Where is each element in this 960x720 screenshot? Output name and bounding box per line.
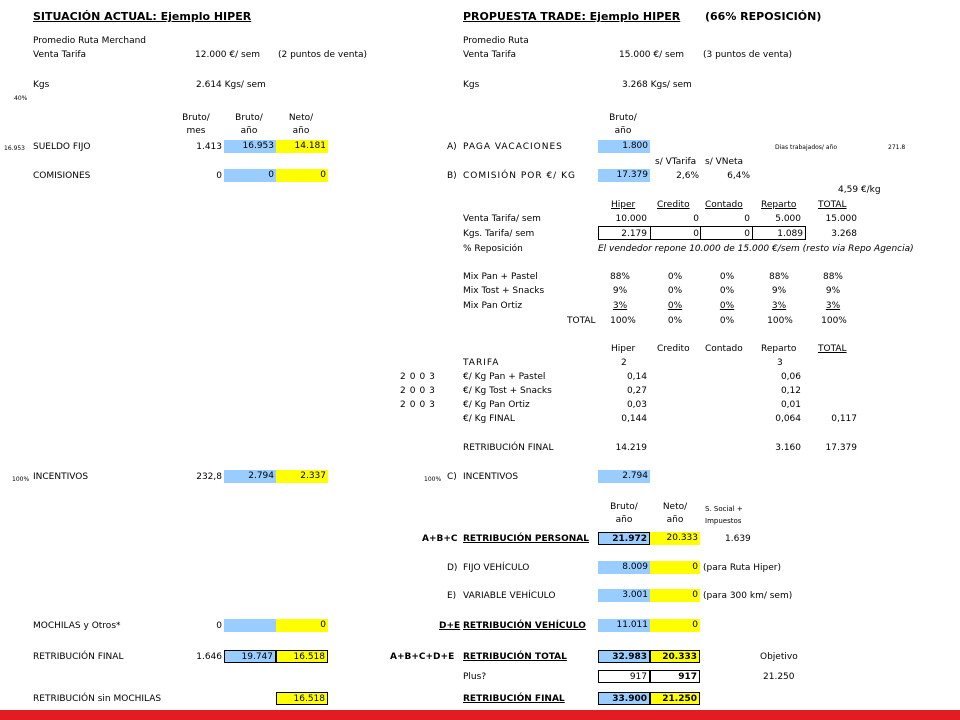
mix-val: 88% — [609, 272, 630, 282]
kgs-sem-credito: 0 — [693, 229, 699, 239]
sueldo-neto: 14.181 — [276, 140, 328, 153]
right-promedio: Promedio Ruta — [463, 36, 529, 46]
kg-row-reparto: 0,12 — [780, 386, 801, 396]
e-label: VARIABLE VEHÍCULO — [463, 591, 556, 601]
kg-row-label: €/ Kg Pan Ortiz — [463, 400, 530, 410]
total-val: 100% — [821, 316, 847, 326]
venta-sem-reparto: 5.000 — [775, 214, 801, 224]
mix-val: 88% — [768, 272, 789, 282]
dias-label: Dias trabajados/ año — [775, 144, 838, 151]
col2-ss-2: Impuestos — [705, 517, 742, 525]
col-bruto-mes-2: mes — [186, 126, 206, 136]
sueldo-mes: 1.413 — [196, 142, 222, 152]
sueldo-bruto: 16.953 — [224, 140, 276, 153]
venta-sem-hiper: 10.000 — [615, 214, 647, 224]
c-letter: C) — [447, 472, 457, 482]
b-letter: B) — [447, 171, 457, 181]
right-col-bruto: Bruto/ — [609, 113, 637, 123]
mix-label: Mix Tost + Snacks — [463, 286, 545, 296]
abc-ss: 1.639 — [725, 534, 751, 544]
final-label: RETRIBUCIÓN FINAL — [463, 694, 565, 704]
mochilas-neto: 0 — [276, 619, 328, 632]
e-letter: E) — [447, 591, 457, 601]
ekg: 4,59 €/kg — [838, 185, 881, 195]
abc-label: RETRIBUCIÓN PERSONAL — [463, 534, 589, 544]
kgs-sem-hiper: 2.179 — [621, 229, 647, 239]
plus-label: Plus? — [463, 672, 487, 682]
right-kgs-label: Kgs — [463, 80, 480, 90]
plus-neto: 917 — [650, 670, 700, 683]
vneta-label: s/ VNeta — [705, 157, 744, 167]
de-bruto: 11.011 — [598, 619, 650, 632]
hdr2-hiper: Hiper — [611, 344, 636, 354]
hdr1-total: TOTAL — [818, 200, 847, 210]
comisiones-mes: 0 — [216, 171, 222, 181]
col-bruto-ano: Bruto/ — [235, 113, 263, 123]
year-label: 2003 — [400, 386, 439, 396]
incentivos-label: INCENTIVOS — [33, 472, 89, 482]
left-venta-note: (2 puntos de venta) — [278, 50, 368, 60]
kgs-sem-total: 3.268 — [831, 229, 857, 239]
b-pct1: 2,6% — [676, 171, 699, 181]
kgfinal-total: 0,117 — [831, 414, 857, 424]
kgfinal-hiper: 0,144 — [621, 414, 647, 424]
total-val: 100% — [610, 316, 636, 326]
final-neto: 21.250 — [650, 692, 700, 705]
venta-sem-credito: 0 — [693, 214, 699, 224]
venta-sem-total: 15.000 — [825, 214, 857, 224]
retr-reparto: 3.160 — [775, 443, 801, 453]
col-neto-ano-2: año — [292, 126, 310, 136]
kgs-sem-reparto: 1.089 — [777, 229, 803, 239]
left-retfinal-bruto: 19.747 — [224, 650, 276, 663]
mix-val: 9% — [771, 286, 787, 296]
tot-prefix: A+B+C+D+E — [390, 652, 455, 662]
kg-row-hiper: 0,14 — [626, 372, 647, 382]
mix-val: 88% — [822, 272, 843, 282]
repos-text: El vendedor repone 10.000 de 15.000 €/sem (resto via Repo Agencia) — [598, 244, 914, 254]
kg-row-hiper: 0,03 — [626, 400, 647, 410]
left-retfinal-neto: 16.518 — [276, 650, 328, 663]
mochilas-bruto — [224, 619, 276, 632]
year-label: 2003 — [400, 372, 439, 382]
hdr1-contado: Contado — [705, 200, 743, 210]
plus-objetivo: 21.250 — [763, 672, 795, 682]
abc-prefix: A+B+C — [422, 534, 458, 544]
right-title: PROPUESTA TRADE: Ejemplo HIPER — [463, 10, 681, 23]
col-bruto-mes: Bruto/ — [182, 113, 210, 123]
comisiones-neto: 0 — [276, 169, 328, 182]
hdr2-reparto: Reparto — [761, 344, 797, 354]
col2-neto: Neto/ — [662, 502, 688, 512]
hdr2-contado: Contado — [705, 344, 743, 354]
hdr2-credito: Credito — [657, 344, 690, 354]
hdr2-total: TOTAL — [818, 344, 847, 354]
c-side: 100% — [424, 476, 442, 483]
sueldo-side: 16.953 — [4, 145, 25, 152]
hdr1-credito: Credito — [657, 200, 690, 210]
kg-row-reparto: 0,01 — [780, 400, 801, 410]
left-kgs-value: 2.614 Kgs/ sem — [196, 80, 266, 90]
mix-val: 3% — [771, 301, 787, 311]
tot-label: RETRIBUCIÓN TOTAL — [463, 652, 567, 662]
mix-val: 3% — [612, 301, 628, 311]
kg-row-reparto: 0,06 — [780, 372, 801, 382]
left-kgs-label: Kgs — [33, 80, 50, 90]
sinmochilas-neto: 16.518 — [276, 692, 328, 705]
sinmochilas-label: RETRIBUCIÓN sin MOCHILAS — [33, 694, 162, 704]
de-label: RETRIBUCIÓN VEHÍCULO — [463, 621, 586, 631]
mix-val: 9% — [825, 286, 841, 296]
vtarifa-label: s/ VTarifa — [655, 157, 697, 167]
a-label: PAGA VACACIONES — [463, 142, 563, 152]
de-prefix: D+E — [439, 621, 461, 631]
a-value: 1.800 — [598, 140, 650, 153]
kgs-sem-label: Kgs. Tarifa/ sem — [463, 229, 535, 239]
hdr1-reparto: Reparto — [761, 200, 797, 210]
col2-bruto-2: año — [615, 515, 633, 525]
total-label: TOTAL — [567, 316, 596, 326]
right-kgs-value: 3.268 Kgs/ sem — [622, 80, 692, 90]
retr-total: 17.379 — [825, 443, 857, 453]
repos-label: % Reposición — [463, 244, 523, 254]
kgs-sem-contado: 0 — [744, 229, 750, 239]
tot-bruto: 32.983 — [598, 650, 650, 663]
incentivos-mes: 232,8 — [196, 472, 222, 482]
abc-bruto: 21.972 — [598, 532, 650, 545]
mix-val: 0% — [667, 286, 683, 296]
mix-val: 0% — [667, 301, 683, 311]
c-value: 2.794 — [598, 470, 650, 483]
mix-val: 3% — [825, 301, 841, 311]
right-venta-note: (3 puntos de venta) — [703, 50, 793, 60]
incentivos-neto: 2.337 — [276, 470, 328, 483]
d-bruto: 8.009 — [598, 561, 650, 574]
tarifa-hiper: 2 — [621, 358, 627, 368]
abc-neto: 20.333 — [650, 532, 700, 545]
kg-row-label: €/ Kg Tost + Snacks — [463, 386, 552, 396]
hdr1-hiper: Hiper — [611, 200, 636, 210]
mix-val: 0% — [719, 286, 735, 296]
objetivo-label: Objetivo — [760, 652, 798, 662]
tarifa-label: TARIFA — [463, 358, 500, 368]
b-pct2: 6,4% — [727, 171, 750, 181]
tot-neto: 20.333 — [650, 650, 700, 663]
right-venta-value: 15.000 €/ sem — [619, 50, 684, 60]
total-val: 0% — [667, 316, 683, 326]
col2-neto-2: año — [666, 515, 684, 525]
b-value: 17.379 — [598, 169, 650, 182]
col2-bruto: Bruto/ — [610, 502, 638, 512]
kg-row-label: €/ Kg Pan + Pastel — [463, 372, 546, 382]
left-promedio: Promedio Ruta Merchand — [33, 36, 147, 46]
d-neto: 0 — [650, 561, 700, 574]
mix-val: 9% — [612, 286, 628, 296]
left-retfinal-label: RETRIBUCIÓN FINAL — [33, 652, 124, 662]
b-label: COMISIÓN POR €/ KG — [463, 171, 576, 181]
kgfinal-reparto: 0,064 — [775, 414, 801, 424]
a-letter: A) — [447, 142, 457, 152]
col-neto-ano: Neto/ — [288, 113, 314, 123]
left-retfinal-mes: 1.646 — [196, 652, 222, 662]
e-neto: 0 — [650, 589, 700, 602]
e-note: (para 300 km/ sem) — [703, 591, 793, 601]
mix-label: Mix Pan + Pastel — [463, 272, 538, 282]
left-pct40: 40% — [14, 95, 28, 102]
kg-row-hiper: 0,27 — [626, 386, 647, 396]
de-neto: 0 — [650, 619, 700, 632]
kgfinal-label: €/ Kg FINAL — [463, 414, 515, 424]
incentivos-side: 100% — [12, 476, 30, 483]
left-venta-label: Venta Tarifa — [33, 50, 87, 60]
incentivos-bruto: 2.794 — [224, 470, 276, 483]
d-label: FIJO VEHÍCULO — [463, 563, 530, 573]
final-bruto: 33.900 — [598, 692, 650, 705]
sueldo-label: SUELDO FIJO — [33, 142, 91, 152]
venta-sem-label: Venta Tarifa/ sem — [463, 214, 541, 224]
mochilas-mes: 0 — [216, 621, 222, 631]
venta-sem-contado: 0 — [744, 214, 750, 224]
right-col-bruto-2: año — [614, 126, 632, 136]
left-title: SITUACIÓN ACTUAL: Ejemplo HIPER — [33, 10, 252, 23]
total-val: 0% — [719, 316, 735, 326]
col-bruto-ano-2: año — [240, 126, 258, 136]
dias-value: 271.8 — [888, 144, 906, 151]
col2-ss: S. Social + — [705, 505, 743, 513]
plus-bruto: 917 — [598, 670, 650, 683]
d-note: (para Ruta Hiper) — [703, 563, 782, 573]
mix-val: 0% — [719, 272, 735, 282]
right-subtitle: (66% REPOSICIÓN) — [705, 10, 822, 23]
left-venta-value: 12.000 €/ sem — [195, 50, 260, 60]
comisiones-label: COMISIONES — [33, 171, 91, 181]
total-val: 100% — [767, 316, 793, 326]
e-bruto: 3.001 — [598, 589, 650, 602]
year-label: 2003 — [400, 400, 439, 410]
mix-val: 0% — [667, 272, 683, 282]
mix-label: Mix Pan Ortiz — [463, 301, 523, 311]
c-label: INCENTIVOS — [463, 472, 519, 482]
d-letter: D) — [447, 563, 458, 573]
mochilas-label: MOCHILAS y Otros* — [33, 621, 121, 631]
mix-val: 0% — [719, 301, 735, 311]
comisiones-bruto: 0 — [224, 169, 276, 182]
retr-label: RETRIBUCIÓN FINAL — [463, 443, 554, 453]
right-venta-label: Venta Tarifa — [463, 50, 517, 60]
tarifa-reparto: 3 — [777, 358, 783, 368]
retr-hiper: 14.219 — [615, 443, 647, 453]
bottom-red-bar — [0, 710, 960, 720]
